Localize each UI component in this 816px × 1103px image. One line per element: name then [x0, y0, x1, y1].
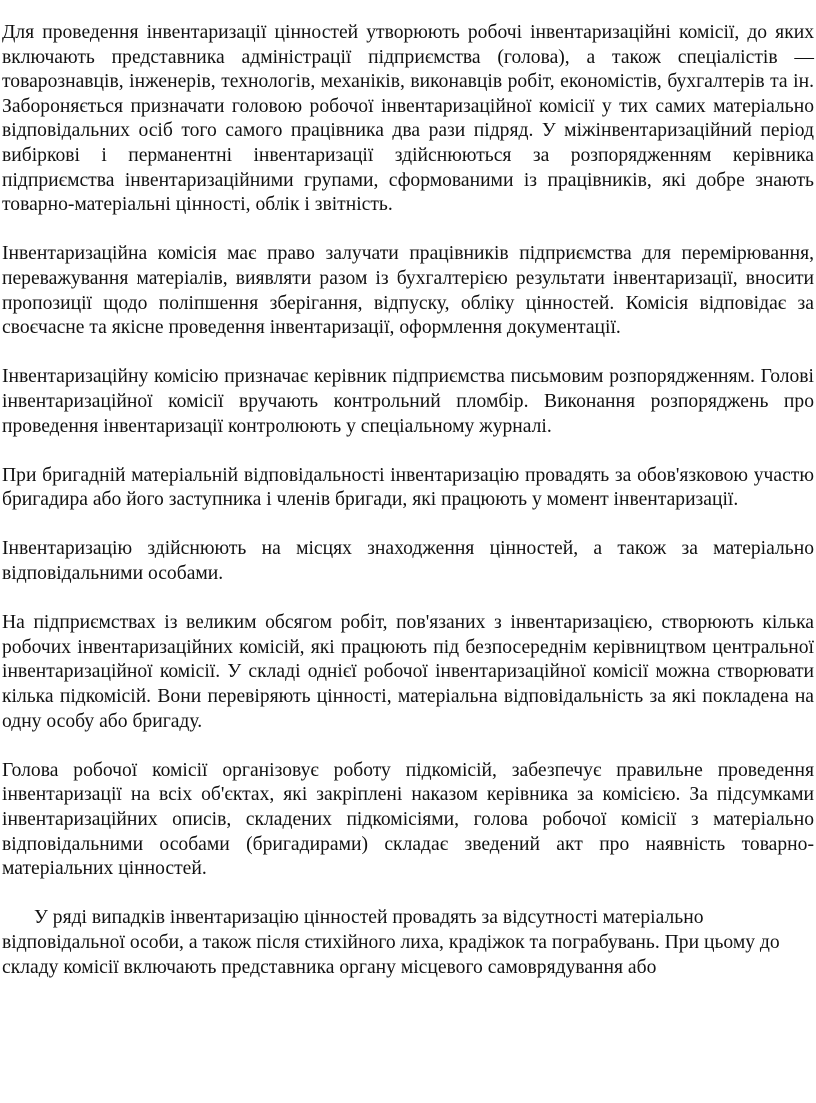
paragraph-working-commissions: На підприємствах із великим обсягом робіт, пов'язаних з інвентаризацією, створюють кілька робочих інвентаризаційних комісій, які працюють під безпосереднім керівництвом центральної інвентаризаційної комісії. У складі однієї робочої інвентаризаційної комісії можна створювати кілька підкомісій. Вони перевіряють цінності, матеріальна відповідальність за які покладена на одну особу або бригаду.	[2, 612, 814, 732]
paragraph-inventory-locations: Інвентаризацію здійснюють на місцях знаходження цінностей, а також за матеріально відповідальними особами.	[2, 538, 814, 585]
paragraph-inventory-commissions: Для проведення інвентаризації цінностей утворюють робочі інвентаризаційні комісії, до яких включають представника адміністрації підприємства (голова), а також спеціалістів — товарознавців, інженерів, технологів, механіків, виконавців робіт, економістів, бухгалтерів та ін. Забороняється призначати головою робочої інвентаризаційної комісії у тих самих матеріально відповідальних осіб того самого працівника два рази підряд. У міжінвентаризаційний період вибіркові і перманентні інвентаризації здійснюються за розпорядженням керівника підприємства інвентаризаційними групами, сформованими із працівників, які добре знають товарно-матеріальні цінності, облік і звітність.	[2, 22, 814, 216]
paragraph-commission-rights: Інвентаризаційна комісія має право залучати працівників підприємства для перемірювання, переважування матеріалів, виявляти разом із бухгалтерією результати інвентаризації, вносити пропозиції щодо поліпшення зберігання, відпуску, обліку цінностей. Комісія відповідає за своєчасне та якісне проведення інвентаризації, оформлення документації.	[2, 243, 814, 339]
paragraph-commission-head-duties: Голова робочої комісії організовує роботу підкомісій, забезпечує правильне проведення інвентаризації на всіх об'єктах, які закріплені наказом керівника за комісією. За підсумками інвентаризаційних описів, складених підкомісіями, голова робочої комісії з матеріально відповідальними особами (бригадирами) складає зведений акт про наявність товарно-матеріальних цінностей.	[2, 759, 814, 880]
paragraph-brigade-responsibility: При бригадній матеріальній відповідальності інвентаризацію провадять за обов'язковою участю бригадира або його заступника і членів бригади, які працюють у момент інвентаризації.	[2, 464, 814, 511]
paragraph-absent-responsible-person: У ряді випадків інвентаризацію цінностей провадять за відсутності матеріально відповідальної особи, а також після стихійного лиха, крадіжок та пограбувань. При цьому до складу комісії включають представника органу місцевого самоврядування або	[2, 907, 780, 978]
document-page	[2, 21, 814, 980]
paragraph-commission-appointment: Інвентаризаційну комісію призначає керівник підприємства письмовим розпорядженням. Голові інвентаризаційної комісії вручають контрольний пломбір. Виконання розпоряджень про проведення інвентаризації контролюють у спеціальному журналі.	[2, 366, 814, 437]
